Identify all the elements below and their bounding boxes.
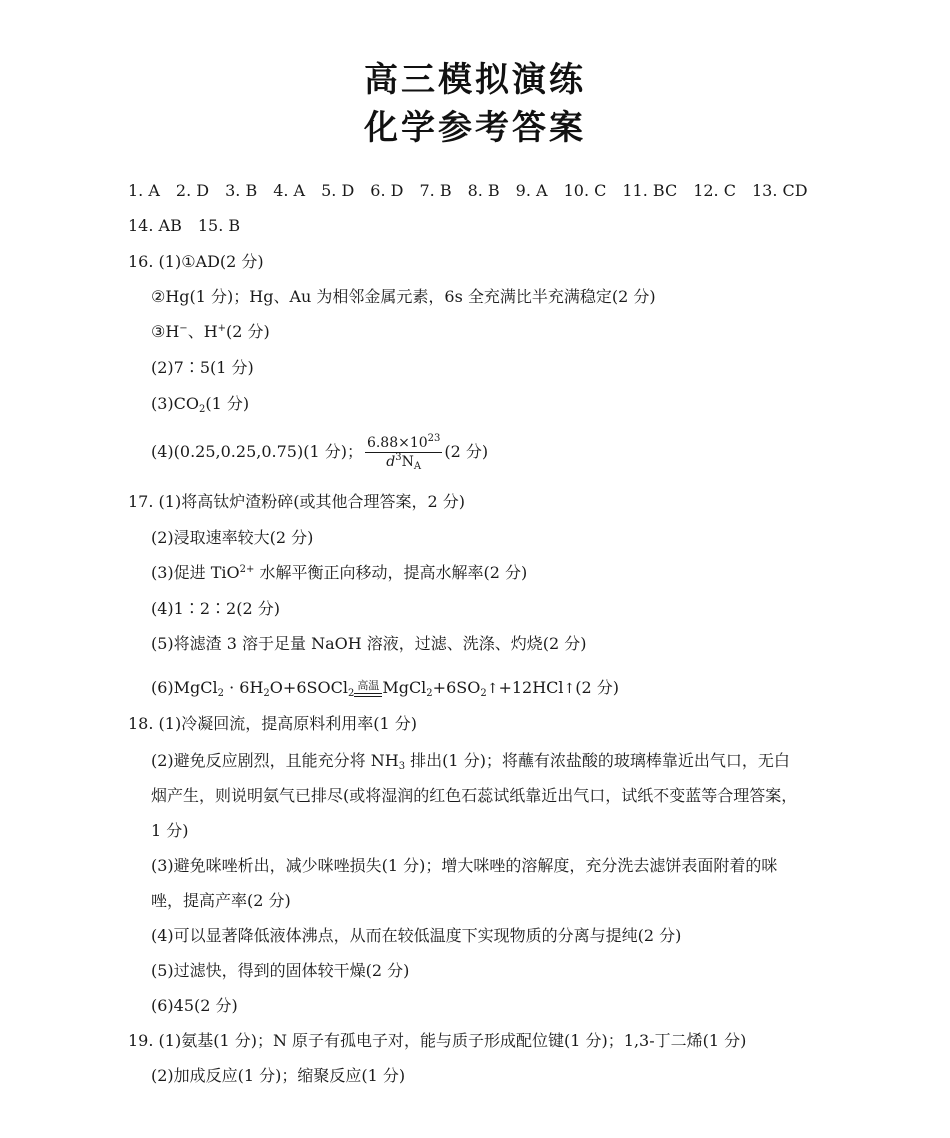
gas-arrow-icon: ↑ — [563, 681, 576, 697]
q18-line-5: (3)避免咪唑析出，减少咪唑损失(1 分)；增大咪唑的溶解度，充分洗去滤饼表面附着的咪 — [151, 856, 778, 875]
q17-line-6: (6)MgCl$_2$ · $6H_2O+6SOCl_2$ 高温 $MgCl_2+6SO_2↑+12HCl↑(2$ 分) — [151, 678, 620, 699]
q17-line-4: (4)1∶2∶2(2 分) — [151, 599, 280, 618]
mc-answers-line-2: 14. AB 15. B — [128, 216, 241, 235]
q18-line-9: (6)45(2 分) — [151, 996, 238, 1015]
q16-line-6: (4)(0.25,0.25,0.75)(1 分)； $\frac{6.88\times 10^{23}}{d^3N_A}$ (2 分) — [151, 433, 489, 472]
page-subtitle: 化学参考答案 — [364, 108, 586, 148]
q17-line-3: (3)促进 TiO$^{2+}$ 水解平衡正向移动，提高水解率(2 分) — [151, 563, 528, 582]
q16-line-4: (2)7∶5(1 分) — [151, 358, 254, 377]
q19-line-1: 19. (1)氨基(1 分)；N 原子有孤电子对，能与质子形成配位键(1 分)；1,3-丁二烯(1 分) — [128, 1031, 747, 1050]
mc-answers-line-1: 1. A 2. D 3. B 4. A 5. D 6. D 7. B 8. B 9. A 10. C 11. BC 12. C 13. CD — [128, 181, 808, 200]
q18-line-8: (5)过滤快，得到的固体较干燥(2 分) — [151, 961, 410, 980]
q17-line-2: (2)浸取速率较大(2 分) — [151, 528, 314, 547]
q18-line-4: 1 分) — [151, 821, 189, 840]
q18-line-6: 唑，提高产率(2 分) — [151, 891, 291, 910]
q16-line-3: ③H−、H+(2 分) — [151, 322, 270, 341]
q16-line-2: ②Hg(1 分)；Hg、Au 为相邻金属元素，6s 全充满比半充满稳定(2 分) — [151, 287, 656, 306]
q19-line-2: (2)加成反应(1 分)；缩聚反应(1 分) — [151, 1066, 406, 1085]
q17-line-5: (5)将滤渣 3 溶于足量 NaOH 溶液，过滤、洗涤、灼烧(2 分) — [151, 634, 587, 653]
gas-arrow-icon: ↑ — [486, 681, 499, 697]
page-title: 高三模拟演练 — [364, 60, 586, 100]
q16-line-5: $(3)CO_2(1$ 分) — [151, 394, 250, 415]
q18-line-7: (4)可以显著降低液体沸点，从而在较低温度下实现物质的分离与提纯(2 分) — [151, 926, 682, 945]
q18-line-1: 18. (1)冷凝回流，提高原料利用率(1 分) — [128, 714, 417, 733]
q18-line-3: 烟产生，则说明氨气已排尽(或将湿润的红色石蕊试纸靠近出气口，试纸不变蓝等合理答案， — [151, 786, 798, 805]
q16-line-1: 16. (1)①AD(2 分) — [128, 252, 264, 271]
q17-line-1: 17. (1)将高钛炉渣粉碎(或其他合理答案，2 分) — [128, 492, 465, 511]
q18-line-2: (2)避免反应剧烈，且能充分将 $NH_3$ 排出(1 分)；将蘸有浓盐酸的玻璃棒靠近出气口，无白 — [151, 751, 790, 772]
reaction-condition-arrow: 高温 — [354, 680, 382, 697]
density-fraction: $\frac{6.88\times 10^{23}}{d^3N_A}$ — [366, 433, 441, 472]
